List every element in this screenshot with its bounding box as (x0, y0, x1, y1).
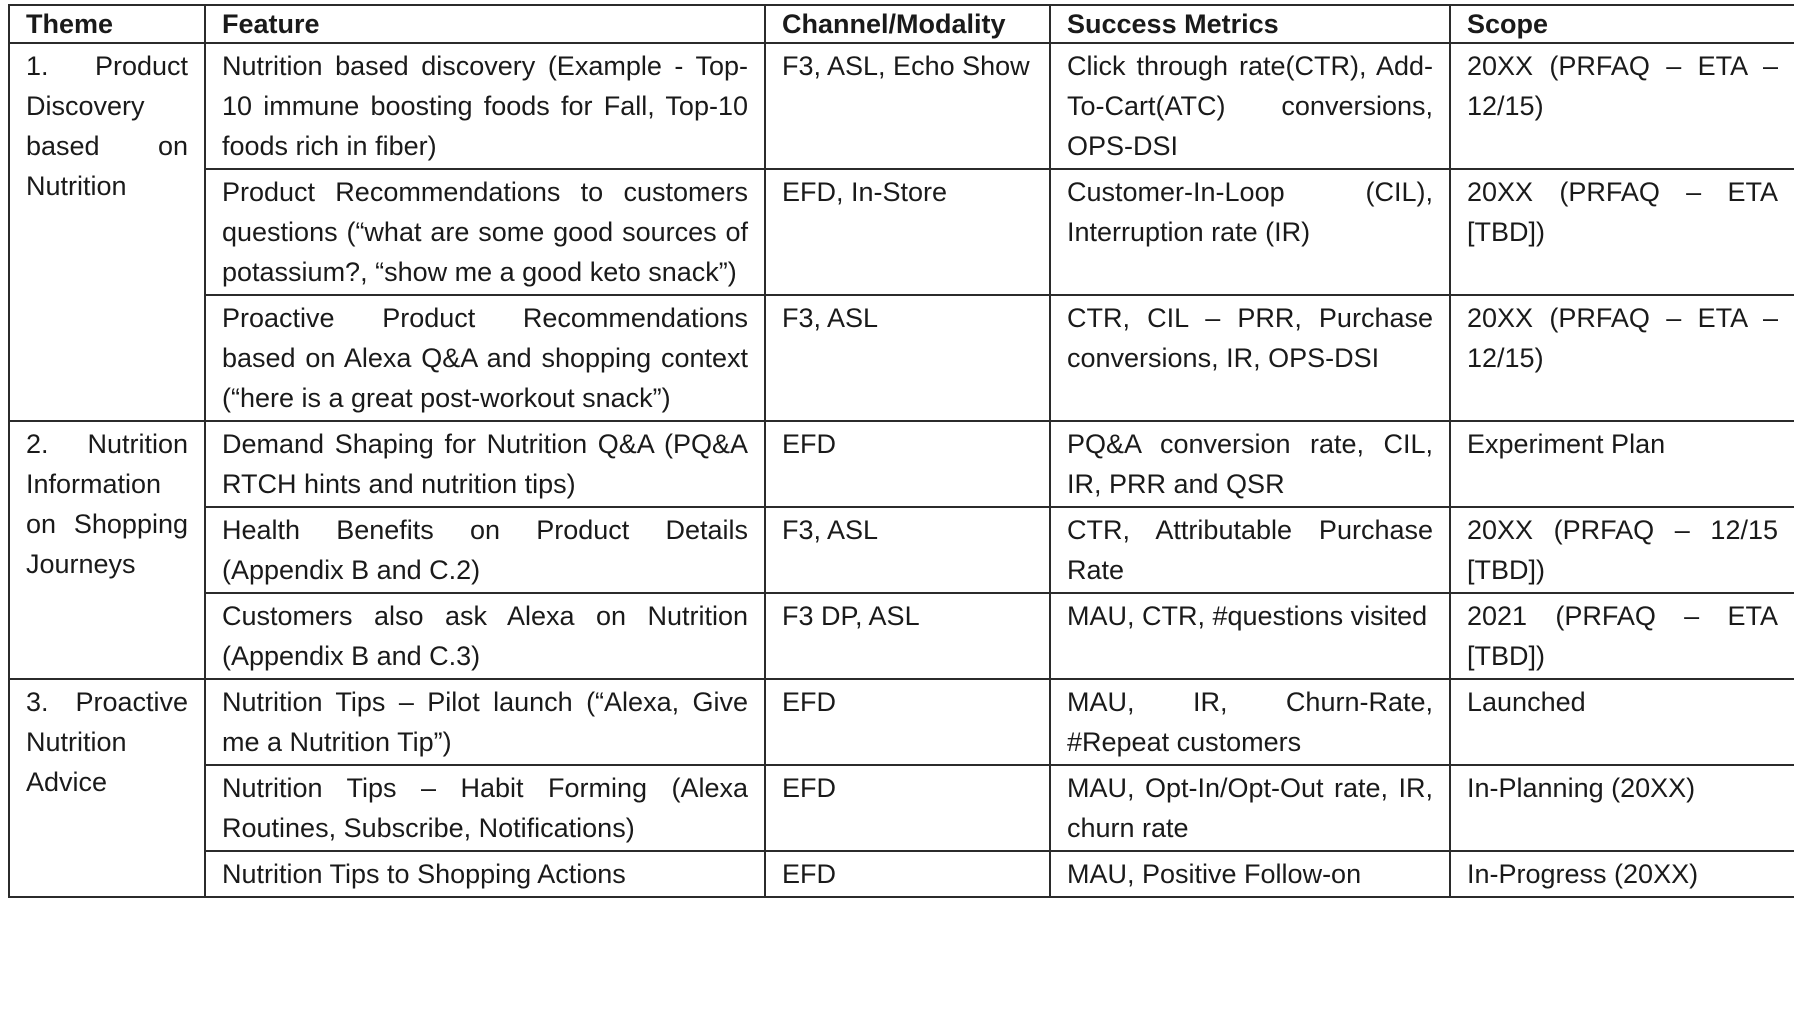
channel-cell: EFD (765, 421, 1050, 507)
channel-cell: EFD, In-Store (765, 169, 1050, 295)
column-header-theme: Theme (9, 5, 205, 43)
metrics-cell: PQ&A conversion rate, CIL, IR, PRR and QSR (1050, 421, 1450, 507)
metrics-cell: MAU, Opt-In/Opt-Out rate, IR, churn rate (1050, 765, 1450, 851)
scope-cell: 2021 (PRFAQ – ETA [TBD]) (1450, 593, 1794, 679)
theme-cell: 1. Product Discovery based on Nutrition (9, 43, 205, 421)
table-row (9, 295, 1794, 421)
feature-cell: Nutrition Tips to Shopping Actions (205, 851, 765, 897)
column-header-metrics: Success Metrics (1050, 5, 1450, 43)
roadmap-table (8, 4, 1794, 898)
channel-cell: F3, ASL, Echo Show (765, 43, 1050, 169)
scope-cell: 20XX (PRFAQ – ETA [TBD]) (1450, 169, 1794, 295)
table-row (9, 43, 1794, 169)
channel-cell: F3, ASL (765, 507, 1050, 593)
channel-cell: EFD (765, 851, 1050, 897)
scope-cell: Launched (1450, 679, 1794, 765)
column-header-feature: Feature (205, 5, 765, 43)
feature-cell: Nutrition based discovery (Example - Top-10 immune boosting foods for Fall, Top-10 foods rich in fiber) (205, 43, 765, 169)
scope-cell: In-Planning (20XX) (1450, 765, 1794, 851)
metrics-cell: MAU, IR, Churn-Rate, #Repeat customers (1050, 679, 1450, 765)
scope-cell: 20XX (PRFAQ – ETA – 12/15) (1450, 43, 1794, 169)
roadmap-table-container (8, 4, 1794, 1013)
scope-cell: 20XX (PRFAQ – 12/15 [TBD]) (1450, 507, 1794, 593)
table-row (9, 169, 1794, 295)
table-row (9, 679, 1794, 765)
metrics-cell: Customer-In-Loop (CIL), Interruption rate (IR) (1050, 169, 1450, 295)
scope-cell: In-Progress (20XX) (1450, 851, 1794, 897)
feature-cell: Nutrition Tips – Pilot launch (“Alexa, Give me a Nutrition Tip”) (205, 679, 765, 765)
feature-cell: Product Recommendations to customers questions (“what are some good sources of potassium?, “show me a good keto snack”) (205, 169, 765, 295)
metrics-cell: CTR, CIL – PRR, Purchase conversions, IR, OPS-DSI (1050, 295, 1450, 421)
table-row (9, 851, 1794, 897)
table-row (9, 507, 1794, 593)
header-row (9, 5, 1794, 43)
scope-cell: 20XX (PRFAQ – ETA – 12/15) (1450, 295, 1794, 421)
column-header-channel: Channel/Modality (765, 5, 1050, 43)
table-row (9, 593, 1794, 679)
metrics-cell: MAU, Positive Follow-on (1050, 851, 1450, 897)
channel-cell: F3 DP, ASL (765, 593, 1050, 679)
theme-cell: 3. Proactive Nutrition Advice (9, 679, 205, 897)
scope-cell: Experiment Plan (1450, 421, 1794, 507)
feature-cell: Health Benefits on Product Details (Appendix B and C.2) (205, 507, 765, 593)
metrics-cell: MAU, CTR, #questions visited (1050, 593, 1450, 679)
feature-cell: Demand Shaping for Nutrition Q&A (PQ&A RTCH hints and nutrition tips) (205, 421, 765, 507)
table-row (9, 421, 1794, 507)
channel-cell: EFD (765, 679, 1050, 765)
channel-cell: F3, ASL (765, 295, 1050, 421)
metrics-cell: Click through rate(CTR), Add-To-Cart(ATC) conversions, OPS-DSI (1050, 43, 1450, 169)
table-row (9, 765, 1794, 851)
theme-cell: 2. Nutrition Information on Shopping Journeys (9, 421, 205, 679)
feature-cell: Proactive Product Recommendations based on Alexa Q&A and shopping context (“here is a great post-workout snack”) (205, 295, 765, 421)
feature-cell: Nutrition Tips – Habit Forming (Alexa Routines, Subscribe, Notifications) (205, 765, 765, 851)
channel-cell: EFD (765, 765, 1050, 851)
metrics-cell: CTR, Attributable Purchase Rate (1050, 507, 1450, 593)
feature-cell: Customers also ask Alexa on Nutrition (Appendix B and C.3) (205, 593, 765, 679)
column-header-scope: Scope (1450, 5, 1794, 43)
